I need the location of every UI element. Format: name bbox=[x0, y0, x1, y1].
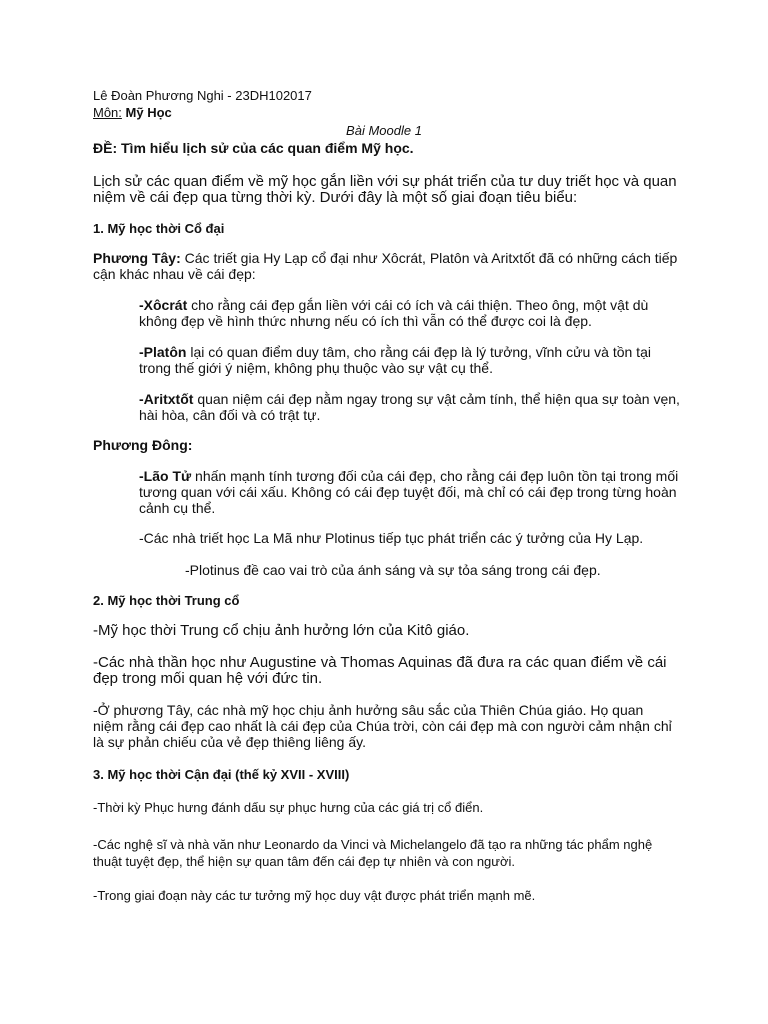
section2-p3: -Ở phương Tây, các nhà mỹ học chịu ảnh hưởng sâu sắc của Thiên Chúa giáo. Họ quan niệm rằng cái đẹp cao nhất là cái đẹp của Chúa trời, còn cái đẹp mà con người cảm nhận chỉ là sự phản chiếu của vẻ đẹp thiêng liêng ấy. bbox=[93, 702, 672, 750]
laozi-name: -Lão Tử bbox=[139, 468, 192, 484]
section2-p1: -Mỹ học thời Trung cổ chịu ảnh hưởng lớn của Kitô giáo. bbox=[93, 622, 470, 639]
west-label: Phương Tây: bbox=[93, 250, 181, 266]
plato-name: -Platôn bbox=[139, 344, 187, 360]
section1-heading: 1. Mỹ học thời Cổ đại bbox=[93, 221, 225, 236]
section2-heading: 2. Mỹ học thời Trung cổ bbox=[93, 593, 240, 608]
east-label: Phương Đông: bbox=[93, 437, 193, 453]
author-line: Lê Đoàn Phương Nghi - 23DH102017 bbox=[93, 88, 312, 103]
section3-p1: -Thời kỳ Phục hưng đánh dấu sự phục hưng của các giá trị cổ điển. bbox=[93, 800, 484, 815]
socrates-name: -Xôcrát bbox=[139, 297, 188, 313]
aristotle-text: quan niệm cái đẹp nằm ngay trong sự vật cảm tính, thể hiện qua sự toàn vẹn, hài hòa, cân đối và có trật tự. bbox=[139, 391, 680, 423]
laozi-text: nhấn mạnh tính tương đối của cái đẹp, cho rằng cái đẹp luôn tồn tại trong mối tương quan với cái xấu. Không có cái đẹp tuyệt đối, mà chỉ có cái đẹp trong từng hoàn cảnh cụ thể. bbox=[139, 468, 679, 516]
west-text: Các triết gia Hy Lạp cổ đại như Xôcrát, Platôn và Aritxtốt đã có những cách tiếp cận khác nhau về cái đẹp: bbox=[93, 250, 678, 282]
west-paragraph bbox=[93, 250, 683, 282]
aristotle-name: -Aritxtốt bbox=[139, 391, 194, 407]
laozi-paragraph bbox=[139, 468, 684, 516]
section2-p2: -Các nhà thần học như Augustine và Thomas Aquinas đã đưa ra các quan điểm về cái đẹp trong mối quan hệ với đức tin. bbox=[93, 654, 667, 687]
section3-heading: 3. Mỹ học thời Cận đại (thế kỷ XVII - XVIII) bbox=[93, 767, 350, 782]
roman-paragraph: -Các nhà triết học La Mã như Plotinus tiếp tục phát triển các ý tưởng của Hy Lạp. bbox=[139, 530, 644, 546]
socrates-text: cho rằng cái đẹp gắn liền với cái có ích và cái thiện. Theo ông, một vật dù không đẹp về hình thức nhưng nếu có ích thì vẫn có thể được coi là đẹp. bbox=[139, 297, 649, 329]
intro-paragraph: Lịch sử các quan điểm về mỹ học gắn liền với sự phát triển của tư duy triết học và quan niệm về cái đẹp qua từng thời kỳ. Dưới đây là một số giai đoạn tiêu biểu: bbox=[93, 173, 677, 206]
plato-paragraph bbox=[139, 344, 684, 376]
section3-p3: -Trong giai đoạn này các tư tưởng mỹ học duy vật được phát triển mạnh mẽ. bbox=[93, 888, 536, 903]
section3-p2: -Các nghệ sĩ và nhà văn như Leonardo da Vinci và Michelangelo đã tạo ra những tác phẩm nghệ thuật tuyệt đẹp, thể hiện sự quan tâm đến cái đẹp tự nhiên và con người. bbox=[93, 837, 653, 869]
subject-value: Mỹ Học bbox=[125, 105, 172, 120]
subject-label: Môn: bbox=[93, 105, 122, 120]
plotinus-paragraph: -Plotinus đề cao vai trò của ánh sáng và sự tỏa sáng trong cái đẹp. bbox=[185, 562, 601, 578]
socrates-paragraph bbox=[139, 297, 684, 329]
aristotle-paragraph bbox=[139, 391, 684, 423]
topic-title: ĐỀ: Tìm hiểu lịch sử của các quan điểm Mỹ học. bbox=[93, 140, 414, 156]
plato-text: lại có quan điểm duy tâm, cho rằng cái đẹp là lý tưởng, vĩnh cửu và tồn tại trong thế giới ý niệm, không phụ thuộc vào sự vật cụ thể. bbox=[139, 344, 651, 376]
assignment-title: Bài Moodle 1 bbox=[346, 123, 422, 138]
subject-line bbox=[93, 105, 693, 121]
